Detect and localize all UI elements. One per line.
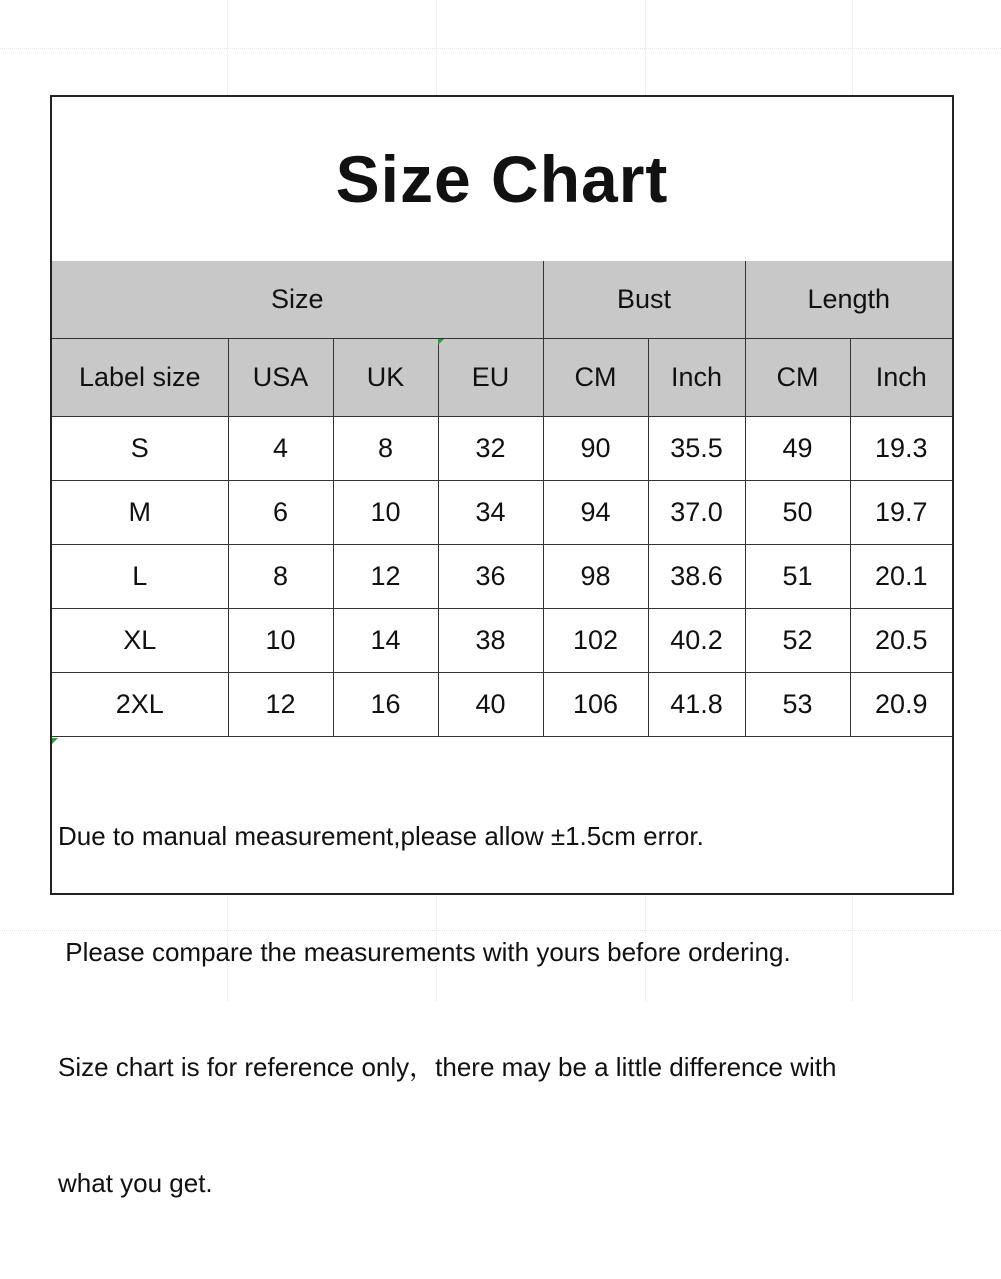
sub-header-label-size: Label size	[52, 339, 228, 417]
size-chart	[50, 95, 954, 1198]
cell-uk: 10	[333, 481, 438, 545]
sub-header-eu: EU	[438, 339, 543, 417]
cell-bust-inch: 35.5	[648, 417, 745, 481]
cell-label-size: L	[52, 545, 228, 609]
cell-length-inch: 20.5	[850, 609, 952, 673]
group-header-row	[52, 261, 952, 339]
cell-label-size: XL	[52, 609, 228, 673]
cell-bust-cm: 98	[543, 545, 648, 609]
notes-block	[58, 740, 948, 1279]
sub-header-uk: UK	[333, 339, 438, 417]
cell-length-inch: 20.1	[850, 545, 952, 609]
cell-usa: 12	[228, 673, 333, 737]
cell-eu: 40	[438, 673, 543, 737]
cell-length-cm: 51	[745, 545, 850, 609]
cell-uk: 8	[333, 417, 438, 481]
note-line: Due to manual measurement,please allow ±1.5cm error.	[58, 821, 704, 851]
sub-header-bust-inch: Inch	[648, 339, 745, 417]
cell-bust-cm: 106	[543, 673, 648, 737]
table-row	[52, 545, 952, 609]
cell-length-inch: 20.9	[850, 673, 952, 737]
cell-usa: 4	[228, 417, 333, 481]
cell-comment-marker	[52, 738, 58, 744]
cell-length-inch: 19.7	[850, 481, 952, 545]
group-header-length: Length	[745, 261, 952, 339]
cell-length-cm: 53	[745, 673, 850, 737]
cell-eu: 38	[438, 609, 543, 673]
note-line: Size chart is for reference only，there may be a little difference with	[58, 1052, 837, 1082]
table-row	[52, 609, 952, 673]
table-row	[52, 417, 952, 481]
group-header-size: Size	[52, 261, 543, 339]
cell-label-size: 2XL	[52, 673, 228, 737]
cell-bust-cm: 90	[543, 417, 648, 481]
cell-usa: 10	[228, 609, 333, 673]
cell-bust-cm: 102	[543, 609, 648, 673]
cell-length-cm: 49	[745, 417, 850, 481]
cell-comment-marker	[438, 339, 444, 345]
cell-length-cm: 50	[745, 481, 850, 545]
chart-title: Size Chart	[52, 97, 952, 263]
group-header-bust: Bust	[543, 261, 745, 339]
cell-length-cm: 52	[745, 609, 850, 673]
cell-label-size: S	[52, 417, 228, 481]
cell-bust-inch: 38.6	[648, 545, 745, 609]
cell-uk: 12	[333, 545, 438, 609]
cell-label-size: M	[52, 481, 228, 545]
cell-bust-cm: 94	[543, 481, 648, 545]
note-line: what you get.	[58, 1167, 213, 1198]
sub-header-usa: USA	[228, 339, 333, 417]
table-row	[52, 481, 952, 545]
cell-bust-inch: 37.0	[648, 481, 745, 545]
size-table	[52, 261, 952, 737]
cell-usa: 6	[228, 481, 333, 545]
note-line: Please compare the measurements with yours before ordering.	[58, 936, 791, 967]
sub-header-length-inch: Inch	[850, 339, 952, 417]
cell-length-inch: 19.3	[850, 417, 952, 481]
cell-uk: 16	[333, 673, 438, 737]
cell-bust-inch: 41.8	[648, 673, 745, 737]
cell-bust-inch: 40.2	[648, 609, 745, 673]
sub-header-row	[52, 339, 952, 417]
cell-eu: 34	[438, 481, 543, 545]
table-row	[52, 673, 952, 737]
sub-header-bust-cm: CM	[543, 339, 648, 417]
cell-eu: 32	[438, 417, 543, 481]
cell-uk: 14	[333, 609, 438, 673]
cell-usa: 8	[228, 545, 333, 609]
sub-header-length-cm: CM	[745, 339, 850, 417]
cell-eu: 36	[438, 545, 543, 609]
